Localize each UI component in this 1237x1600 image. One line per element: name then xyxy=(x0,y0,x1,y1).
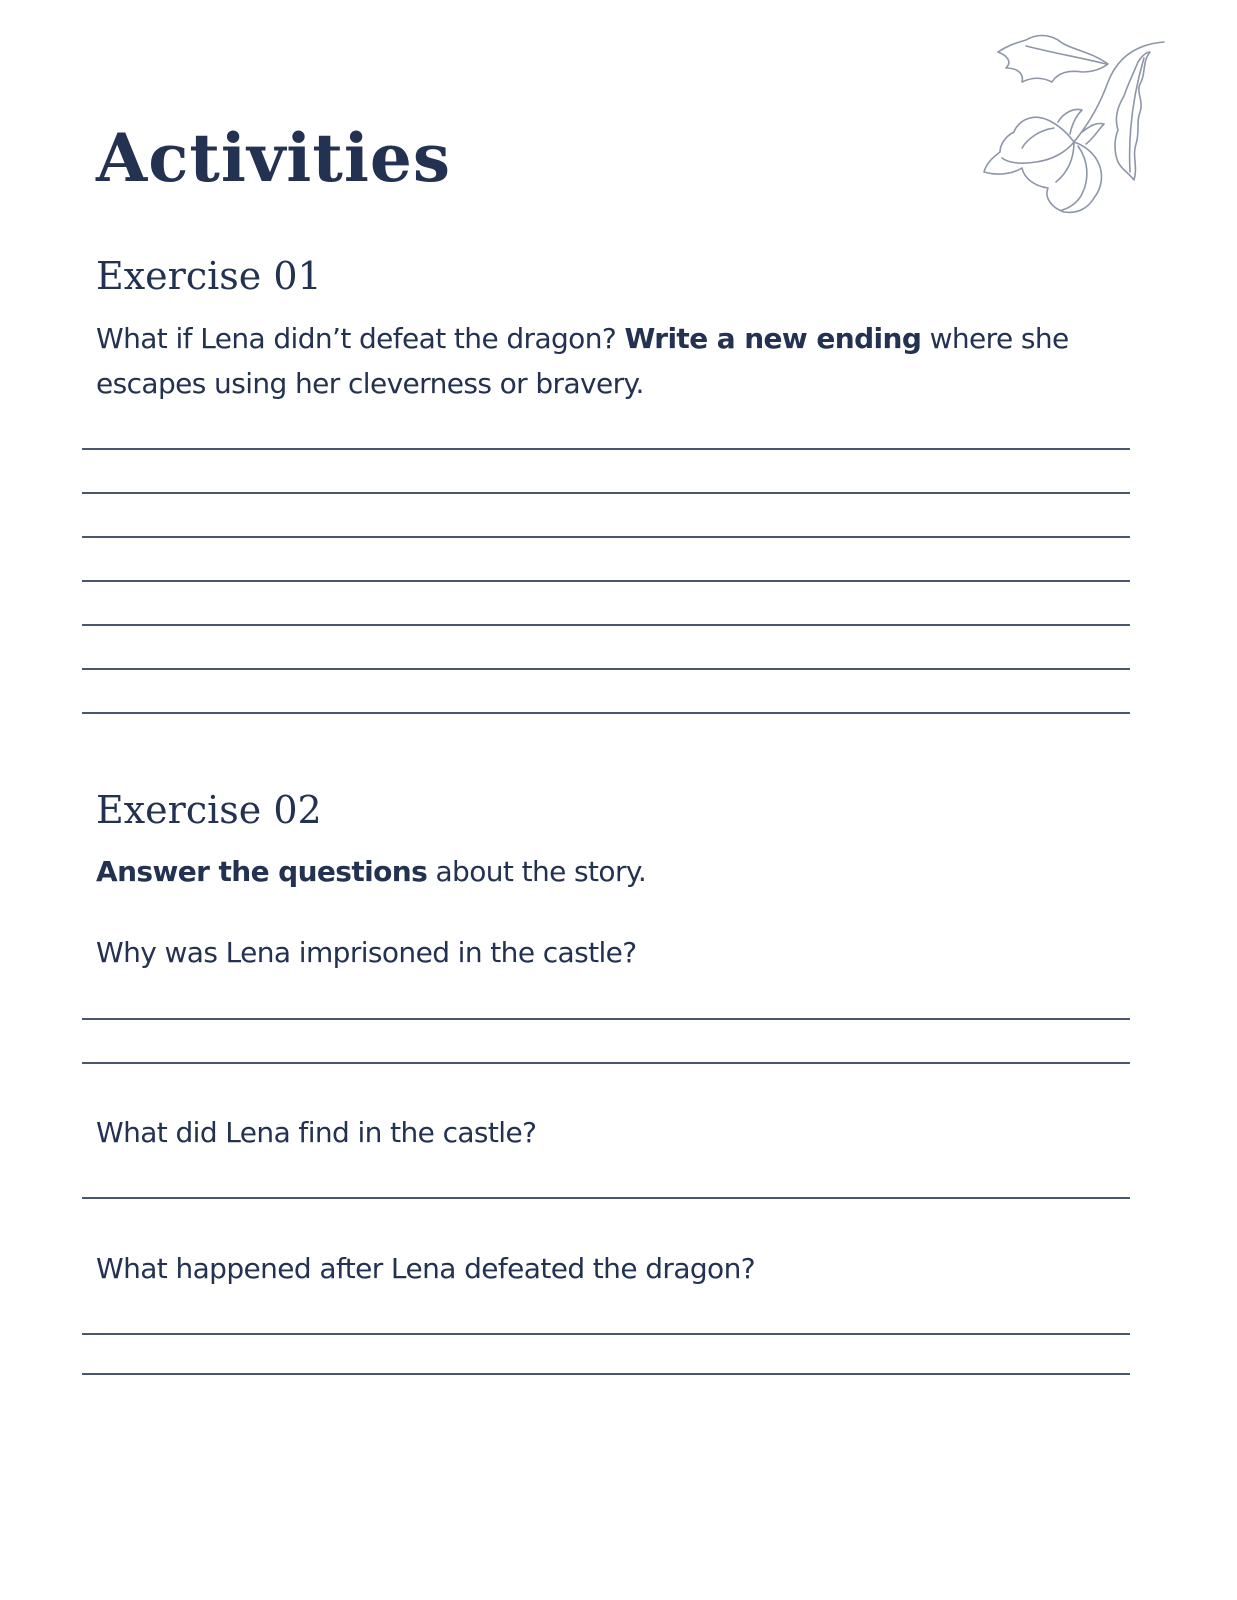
question-1: Why was Lena imprisoned in the castle? xyxy=(96,936,637,969)
answer-line[interactable] xyxy=(82,1018,1130,1020)
instruction-emphasis: Answer the questions xyxy=(96,855,428,888)
question-2: What did Lena find in the castle? xyxy=(96,1116,537,1149)
exercise-01-heading: Exercise 01 xyxy=(96,254,322,298)
answer-line[interactable] xyxy=(82,1373,1130,1375)
prompt-text-end: where she escapes using her cleverness or bravery. xyxy=(96,322,1069,400)
answer-line[interactable] xyxy=(82,668,1130,670)
answer-line[interactable] xyxy=(82,1333,1130,1335)
answer-line[interactable] xyxy=(82,536,1130,538)
answer-line[interactable] xyxy=(82,712,1130,714)
answer-line[interactable] xyxy=(82,448,1130,450)
leaf-branch-icon xyxy=(978,22,1174,218)
prompt-emphasis: Write a new ending xyxy=(624,322,922,355)
answer-line[interactable] xyxy=(82,492,1130,494)
answer-line[interactable] xyxy=(82,1062,1130,1064)
question-3: What happened after Lena defeated the dragon? xyxy=(96,1252,756,1285)
instruction-text: about the story. xyxy=(427,855,647,888)
answer-line[interactable] xyxy=(82,624,1130,626)
prompt-text: What if Lena didn’t defeat the dragon? xyxy=(96,322,625,355)
answer-line[interactable] xyxy=(82,1197,1130,1199)
exercise-02-instruction xyxy=(96,849,1146,894)
exercise-01-prompt xyxy=(96,316,1146,406)
exercise-02-heading: Exercise 02 xyxy=(96,788,322,832)
page-title: Activities xyxy=(96,119,452,197)
answer-line[interactable] xyxy=(82,580,1130,582)
